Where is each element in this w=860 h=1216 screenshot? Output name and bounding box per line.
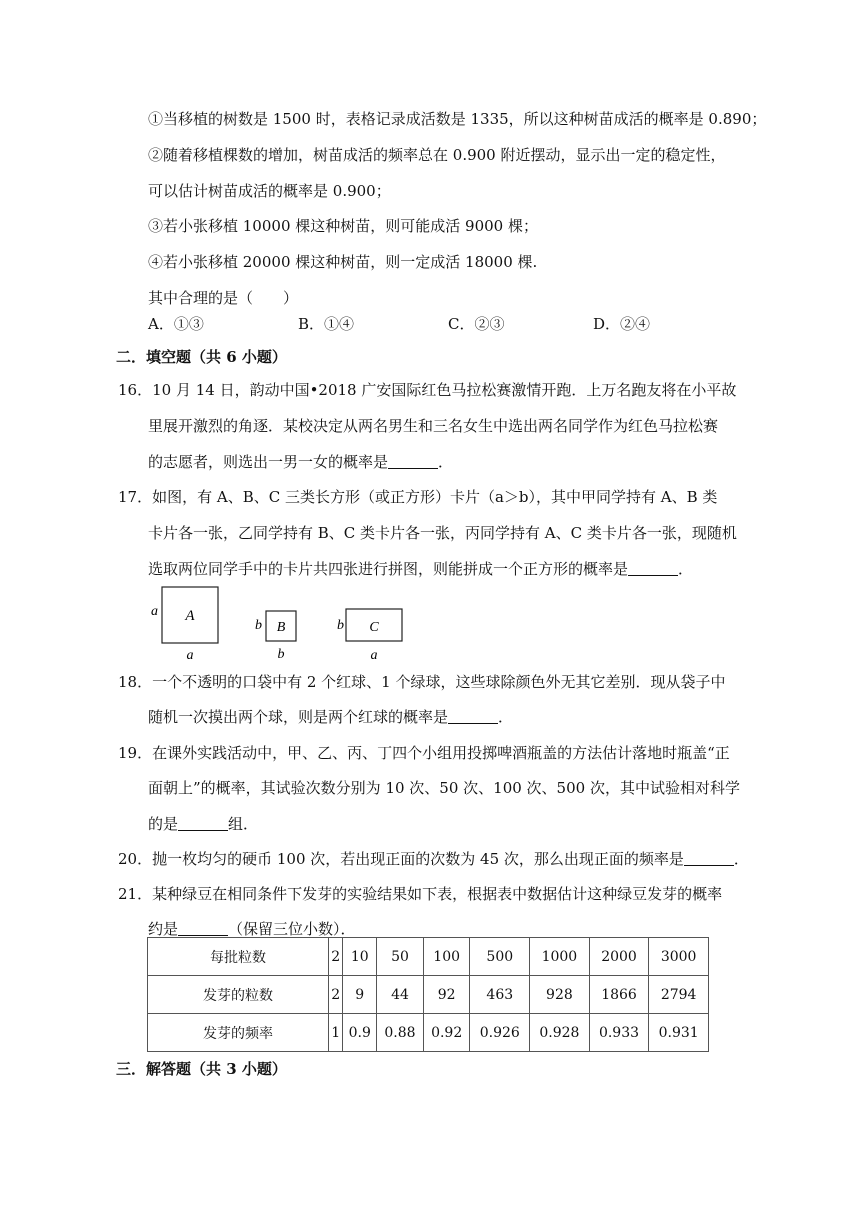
table-cell: 50 [377,938,424,976]
q16-answer-blank [388,454,438,469]
section-3-heading: 三．解答题（共 3 小题） [116,1060,287,1078]
row-label: 每批粒数 [148,938,329,976]
table-cell: 463 [470,976,530,1014]
table-cell: 0.926 [470,1014,530,1052]
card-c-side-bottom: a [370,648,378,663]
germination-table [147,937,709,1052]
q16-line-3 [148,452,453,472]
q20-line-1-text: 20．抛一枚均匀的硬币 100 次，若出现正面的次数为 45 次，那么出现正面的频率是 [118,850,684,868]
q17-answer-blank [628,561,678,576]
q17-line-3 [148,559,693,579]
q18-answer-blank [448,709,498,724]
q16-line-3-text: 的志愿者，则选出一男一女的概率是 [148,453,389,471]
table-row [148,976,709,1014]
table-cell: 100 [423,938,470,976]
table-cell: 10 [343,938,377,976]
card-b-side-left: b [255,618,262,633]
table-cell: 928 [530,976,590,1014]
table-cell: 1 [329,1014,343,1052]
table-cell: 0.933 [589,1014,649,1052]
q20-line-1 [118,849,749,869]
table-cell: 2 [329,938,343,976]
q15-option-b: B．①④ [298,315,355,333]
q21-line-2 [148,919,356,939]
card-c [337,609,402,663]
card-b-side-bottom: b [277,647,285,662]
q15-statement-2-cont: 可以估计树苗成活的概率是 0.900； [148,182,391,200]
q19-answer-blank [178,816,228,831]
q20-answer-blank [684,851,734,866]
q15-statement-3: ③若小张移植 10000 棵这种树苗，则可能成活 9000 棵； [148,217,538,235]
table-cell: 0.931 [649,1014,709,1052]
q19-line-3 [148,814,258,834]
q16-line-1: 16．10 月 14 日，韵动中国•2018 广安国际红色马拉松赛激情开跑．上万名跑友将在小平故 [118,381,737,399]
table-cell: 2000 [589,938,649,976]
q21-line-2-start: 约是 [148,920,179,938]
row-label: 发芽的频率 [148,1014,329,1052]
section-2-heading: 二．填空题（共 6 小题） [116,348,287,366]
q15-option-a: A．①③ [148,315,204,333]
table-row [148,938,709,976]
card-a-label: A [185,608,195,624]
q20-line-1-end: ． [733,850,749,868]
q18-line-2 [148,707,513,727]
cards-figure [148,585,418,663]
table-cell: 0.92 [423,1014,470,1052]
card-a-side-left: a [151,604,158,619]
table-cell: 0.928 [530,1014,590,1052]
table-cell: 1866 [589,976,649,1014]
q21-line-1: 21．某种绿豆在相同条件下发芽的实验结果如下表，根据表中数据估计这种绿豆发芽的概率 [118,885,723,903]
card-b-label: B [276,620,286,635]
q16-line-2: 里展开激烈的角逐．某校决定从两名男生和三名女生中选出两名同学作为红色马拉松赛 [148,417,719,435]
q15-statement-2: ②随着移植棵数的增加，树苗成活的频率总在 0.900 附近摆动，显示出一定的稳定性， [148,146,726,164]
table-cell: 44 [377,976,424,1014]
q19-line-3-end: 组． [228,815,259,833]
table-cell: 500 [470,938,530,976]
table-cell: 9 [343,976,377,1014]
q15-option-d: D．②④ [593,315,651,333]
q19-line-1: 19．在课外实践活动中，甲、乙、丙、丁四个小组用投掷啤酒瓶盖的方法估计落地时瓶盖“正 [118,744,730,762]
card-a [151,587,218,663]
q17-line-1: 17．如图，有 A、B、C 三类长方形（或正方形）卡片（a＞b），其中甲同学持有 A、B 类 [118,488,718,506]
q18-line-2-text: 随机一次摸出两个球，则是两个红球的概率是 [148,708,449,726]
q21-answer-blank [178,921,228,936]
table-cell: 2794 [649,976,709,1014]
q15-prompt: 其中合理的是（ ） [148,289,299,307]
table-cell: 2 [329,976,343,1014]
row-label: 发芽的粒数 [148,976,329,1014]
card-c-side-left: b [337,618,344,633]
q15-statement-4: ④若小张移植 20000 棵这种树苗，则一定成活 18000 棵. [148,253,538,271]
q21-line-2-end: （保留三位小数）． [228,920,356,938]
q17-line-3-end: ． [678,560,694,578]
q19-line-2: 面朝上”的概率，其试验次数分别为 10 次、50 次、100 次、500 次，其中试验相对科学 [148,779,740,797]
card-b [255,611,296,662]
table-cell: 0.88 [377,1014,424,1052]
q18-line-2-end: ． [498,708,514,726]
card-c-label: C [369,620,379,635]
q15-option-c: C．②③ [448,315,505,333]
card-a-side-bottom: a [186,648,194,663]
table-cell: 1000 [530,938,590,976]
q17-line-3-text: 选取两位同学手中的卡片共四张进行拼图，则能拼成一个正方形的概率是 [148,560,629,578]
table-cell: 0.9 [343,1014,377,1052]
table-cell: 92 [423,976,470,1014]
table-cell: 3000 [649,938,709,976]
q16-line-3-end: ． [438,453,454,471]
q19-line-3-text: 的是 [148,815,179,833]
q15-statement-1: ①当移植的树数是 1500 时，表格记录成活数是 1335，所以这种树苗成活的概率是 0.890； [148,110,767,128]
table-row [148,1014,709,1052]
q18-line-1: 18．一个不透明的口袋中有 2 个红球、1 个绿球，这些球除颜色外无其它差别．现从袋子中 [118,673,726,691]
q17-line-2: 卡片各一张，乙同学持有 B、C 类卡片各一张，丙同学持有 A、C 类卡片各一张，现随机 [148,524,737,542]
